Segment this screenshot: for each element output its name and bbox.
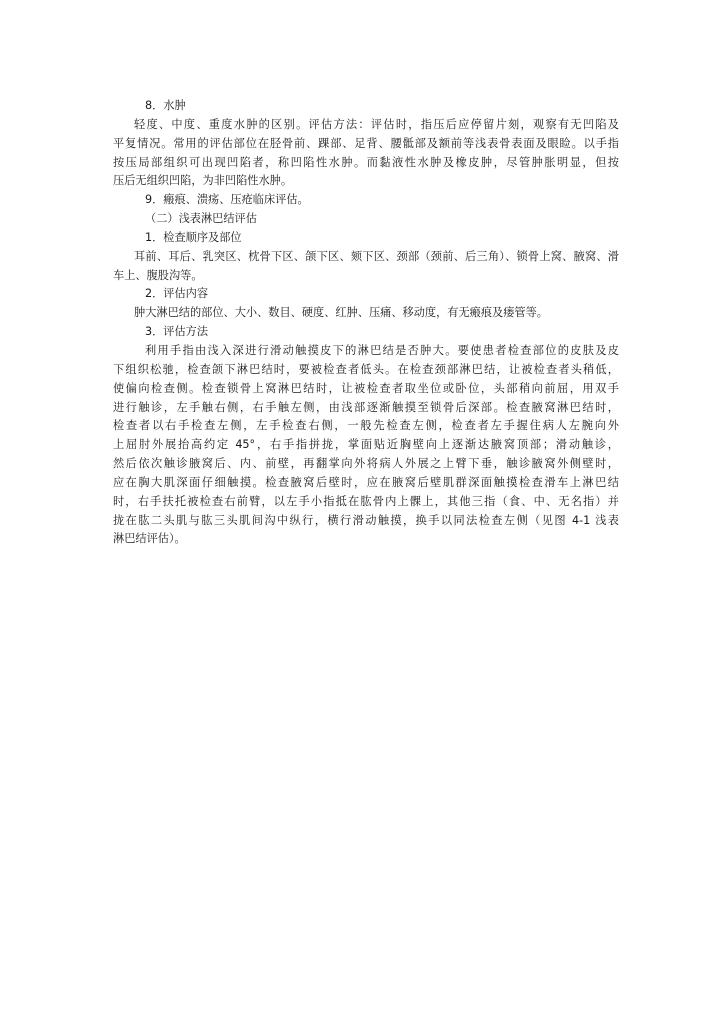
heading-content: 2．评估内容 (145, 287, 209, 301)
paragraph-line: 应在胸大肌深面仔细触摸。检查腋窝后壁时，应在腋窝后壁肌群深面触摸检查滑车上淋巴结 (113, 475, 619, 489)
paragraph-line: 利用手指由浅入深进行滑动触摸皮下的淋巴结是否肿大。要使患者检查部位的皮肤及皮 (145, 343, 619, 357)
paragraph-line: 时，右手扶托被检查右前臂，以左手小指抵在肱骨内上髁上，其他三指（食、中、无名指）并 (113, 494, 619, 508)
paragraph-line: 拢在肱二头肌与肱三头肌间沟中纵行，横行滑动触摸，换手以同法检查左侧（见图 4-1 浅表 (113, 513, 619, 527)
paragraph-line: 平复情况。常用的评估部位在胫骨前、踝部、足背、腰骶部及额前等浅表骨表面及眼睑。以手指 (113, 136, 619, 150)
heading-scar-ulcer: 9．瘢痕、溃疡、压疮临床评估。 (145, 193, 309, 207)
paragraph-line: 进行触诊，左手触右侧，右手触左侧，由浅部逐渐触摸至锁骨后深部。检查腋窝淋巴结时， (113, 400, 619, 414)
heading-edema: 8．水肿 (145, 99, 186, 112)
document-body (113, 97, 619, 549)
paragraph-line: 然后依次触诊腋窝后、内、前壁，再翻掌向外将病人外展之上臂下垂，触诊腋窝外侧壁时， (113, 457, 619, 471)
paragraph-line: 车上、腹股沟等。 (113, 268, 203, 282)
paragraph-line: 肿大淋巴结的部位、大小、数目、硬度、红肿、压痛、移动度，有无瘢痕及瘘管等。 (134, 306, 548, 320)
heading-method: 3．评估方法 (145, 325, 209, 339)
paragraph-line: 上屈肘外展抬高约定 45°，右手指拼拢，掌面贴近胸壁向上逐渐达腋窝顶部；滑动触诊， (113, 438, 619, 452)
paragraph-line: 检查者以右手检查左侧，左手检查右侧，一般先检查左侧，检查者左手握住病人左腕向外 (113, 419, 619, 433)
paragraph-line: 压后无组织凹陷，为非凹陷性水肿。 (113, 174, 293, 188)
section-title-lymph-nodes: （二）浅表淋巴结评估 (145, 212, 257, 226)
heading-order-sites: 1．检查顺序及部位 (145, 230, 242, 244)
paragraph-line: 轻度、中度、重度水肿的区别。评估方法：评估时，指压后应停留片刻，观察有无凹陷及 (134, 117, 619, 131)
paragraph-line: 淋巴结评估）。 (113, 532, 186, 546)
paragraph-line: 使偏向检查侧。检查锁骨上窝淋巴结时，让被检查者取坐位或卧位，头部稍向前屈，用双手 (113, 381, 619, 395)
paragraph-line: 耳前、耳后、乳突区、枕骨下区、颌下区、颏下区、颈部（颈前、后三角）、锁骨上窝、腋窝、滑 (134, 249, 619, 263)
paragraph-line: 下组织松驰，检查颌下淋巴结时，要被检查者低头。在检查颈部淋巴结，让被检查者头稍低， (113, 362, 619, 376)
paragraph-line: 按压局部组织可出现凹陷者，称凹陷性水肿。而黏液性水肿及橡皮肿，尽管肿胀明显，但按 (113, 155, 619, 169)
